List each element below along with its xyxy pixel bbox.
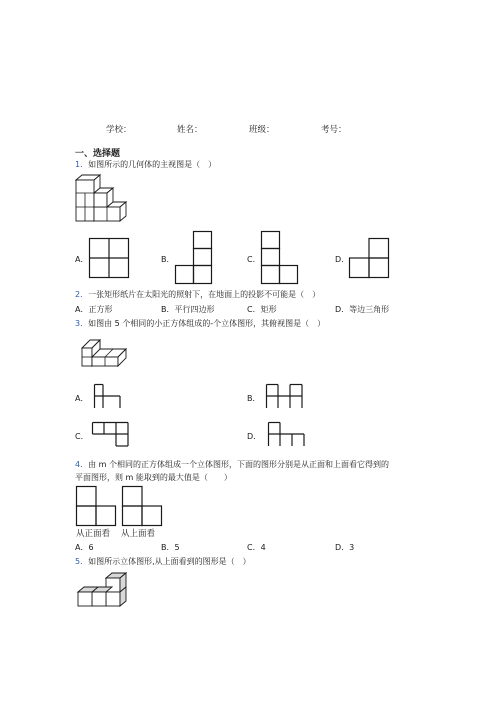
q1-option-b-figure[interactable] bbox=[175, 231, 212, 284]
q4-option-a[interactable]: A．6 bbox=[75, 543, 94, 552]
q4-front-view-figure bbox=[76, 486, 116, 526]
question-number: 3． bbox=[75, 319, 89, 328]
q1-option-d-figure[interactable] bbox=[349, 238, 389, 278]
q3-option-d-label[interactable]: D． bbox=[247, 432, 262, 441]
class-label: 班级： bbox=[249, 125, 275, 135]
q3-solid-figure bbox=[80, 336, 130, 370]
exam-number-label: 考号： bbox=[321, 125, 347, 135]
q3-option-b-label[interactable]: B． bbox=[247, 394, 261, 403]
question-5 bbox=[75, 556, 251, 567]
question-text: 一张矩形纸片在太阳光的照射下，在地面上的投影不可能是（ ） bbox=[88, 290, 321, 299]
q1-option-b-label[interactable]: B． bbox=[161, 255, 175, 264]
section-title: 一、选择题 bbox=[75, 149, 121, 159]
q2-option-b[interactable]: B．平行四边形 bbox=[161, 305, 215, 314]
question-text: 如图所示立体图形,从上面看到的图形是（ ） bbox=[88, 557, 251, 566]
q3-option-a-figure[interactable] bbox=[94, 384, 121, 409]
question-3 bbox=[75, 318, 325, 329]
question-text: 由 m 个相同的正方体组成一个立体图形，下面的图形分别是从正面和上面看它得到的 bbox=[88, 460, 389, 469]
q4-front-view-caption: 从正面看 bbox=[76, 529, 111, 539]
q4-top-view-figure bbox=[122, 486, 162, 526]
q4-option-b[interactable]: B．5 bbox=[161, 543, 180, 552]
q5-solid-figure bbox=[76, 570, 132, 612]
q2-option-c[interactable]: C．矩形 bbox=[247, 305, 277, 314]
question-number: 5． bbox=[75, 557, 89, 566]
question-4-line-1 bbox=[75, 459, 389, 470]
q1-option-a-figure[interactable] bbox=[89, 238, 129, 278]
q1-option-c-figure[interactable] bbox=[261, 231, 298, 284]
q3-option-b-figure[interactable] bbox=[266, 384, 304, 409]
q1-option-c-label[interactable]: C． bbox=[247, 255, 261, 264]
q1-option-d-label[interactable]: D． bbox=[335, 255, 350, 264]
question-4-line-2: 平面图形，则 m 能取到的最大值是（ ） bbox=[75, 473, 232, 482]
question-text: 如图由 5 个相同的小正方体组成的-个立体图形，其俯视图是（ ） bbox=[88, 319, 326, 328]
name-label: 姓名： bbox=[177, 125, 203, 135]
q3-option-d-figure[interactable] bbox=[268, 422, 306, 447]
q3-option-a-label[interactable]: A． bbox=[75, 394, 89, 403]
q4-top-view-caption: 从上面看 bbox=[121, 529, 156, 539]
question-1 bbox=[75, 159, 216, 170]
q4-option-d[interactable]: D．3 bbox=[335, 543, 355, 552]
question-2 bbox=[75, 289, 320, 300]
q2-option-d[interactable]: D．等边三角形 bbox=[335, 305, 390, 314]
q3-option-c-figure[interactable] bbox=[92, 422, 130, 447]
question-text: 如图所示的几何体的主视图是（ ） bbox=[88, 160, 217, 169]
q1-solid-figure bbox=[74, 172, 130, 230]
school-label: 学校： bbox=[106, 125, 132, 135]
question-number: 2． bbox=[75, 290, 89, 299]
q2-option-a[interactable]: A．正方形 bbox=[75, 305, 113, 314]
question-number: 1． bbox=[75, 160, 89, 169]
q3-option-c-label[interactable]: C． bbox=[75, 432, 89, 441]
question-number: 4． bbox=[75, 460, 89, 469]
q1-option-a-label[interactable]: A． bbox=[75, 255, 89, 264]
q4-option-c[interactable]: C．4 bbox=[247, 543, 266, 552]
